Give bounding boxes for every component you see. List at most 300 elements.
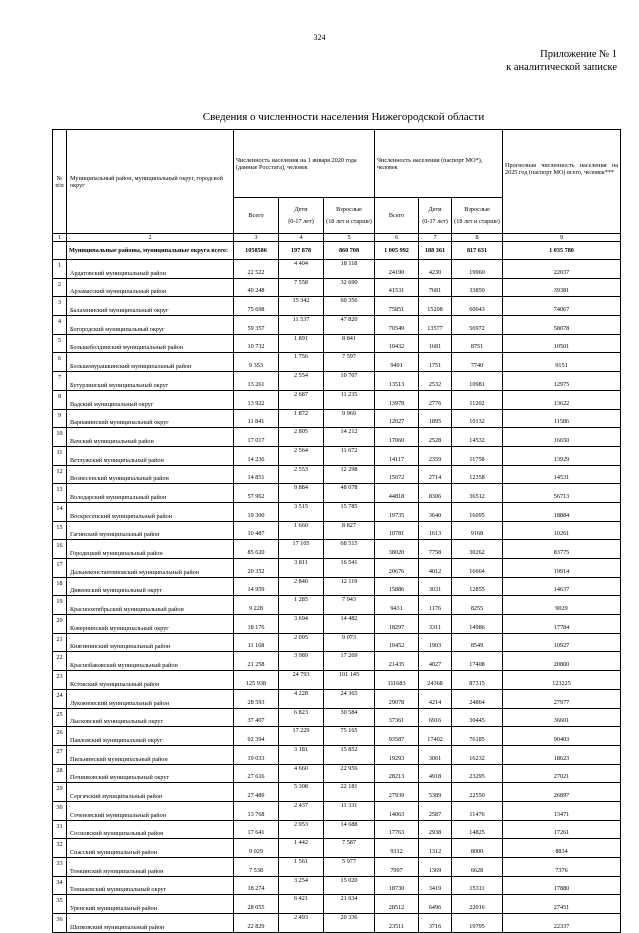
table-row <box>53 801 621 820</box>
passport-total: 10452 <box>375 633 419 652</box>
header-rosstat-children <box>279 198 324 234</box>
passport-adults: 16232 <box>452 745 503 764</box>
district-name: Ардатовский муниципальный район <box>67 260 234 279</box>
passport-total: 12027 <box>375 409 419 428</box>
district-name: Володарский муниципальный район <box>67 484 234 503</box>
header-adults-age: (18 лет и старше) <box>454 218 500 225</box>
passport-adults: 8000 <box>452 839 503 858</box>
rosstat-children: 1 756 <box>279 353 324 372</box>
district-name: Дальнеконстантиновский муниципальный район <box>67 559 234 578</box>
passport-adults: 33850 <box>452 278 503 297</box>
passport-adults: 76185 <box>452 727 503 746</box>
district-name: Княгининский муниципальный район <box>67 633 234 652</box>
appendix-line-2: к аналитической записке <box>506 61 617 73</box>
passport-children: 8306 <box>419 484 452 503</box>
forecast-value: 9151 <box>503 353 621 372</box>
rosstat-adults: 9 073 <box>324 633 375 652</box>
district-name: Лысковский муниципальный округ <box>67 708 234 727</box>
row-number: 11 <box>53 446 67 465</box>
table-row <box>53 858 621 877</box>
passport-total: 17763 <box>375 820 419 839</box>
rosstat-total: 22 522 <box>234 260 279 279</box>
rosstat-adults: 22 181 <box>324 783 375 802</box>
district-name: Починковский муниципальный округ <box>67 764 234 783</box>
row-number: 1 <box>53 260 67 279</box>
document-title: Сведения о численности населения Нижегородской области <box>202 111 485 123</box>
passport-total: 27939 <box>375 783 419 802</box>
passport-total: 37361 <box>375 708 419 727</box>
rosstat-adults: 14 212 <box>324 428 375 447</box>
rosstat-adults: 20 336 <box>324 914 375 933</box>
column-number: 4 <box>279 234 324 242</box>
table-row <box>53 577 621 596</box>
row-number: 28 <box>53 764 67 783</box>
rosstat-adults: 8 827 <box>324 521 375 540</box>
rosstat-children: 3 181 <box>279 745 324 764</box>
passport-total: 15072 <box>375 465 419 484</box>
header-district: Муниципальный район, муниципальный округ, городской округ <box>67 130 234 234</box>
district-name: Вачский муниципальный район <box>67 428 234 447</box>
row-number: 30 <box>53 801 67 820</box>
forecast-value: 8834 <box>503 839 621 858</box>
row-number: 10 <box>53 428 67 447</box>
passport-adults: 10132 <box>452 409 503 428</box>
table-row <box>53 783 621 802</box>
rosstat-children: 2 493 <box>279 914 324 933</box>
passport-total: 23511 <box>375 914 419 933</box>
table-row <box>53 260 621 279</box>
district-name: Лукояновский муниципальный район <box>67 689 234 708</box>
rosstat-children: 2 564 <box>279 446 324 465</box>
table-row <box>53 502 621 521</box>
header-num: № п/п <box>53 130 67 234</box>
passport-children: 1895 <box>419 409 452 428</box>
rosstat-total: 18 274 <box>234 876 279 895</box>
passport-children: 15208 <box>419 297 452 316</box>
passport-adults: 23295 <box>452 764 503 783</box>
rosstat-total: 21 258 <box>234 652 279 671</box>
row-number: 29 <box>53 783 67 802</box>
forecast-value: 10261 <box>503 521 621 540</box>
passport-children: 3419 <box>419 876 452 895</box>
rosstat-total: 13 922 <box>234 390 279 409</box>
row-number: 19 <box>53 596 67 615</box>
column-number: 2 <box>67 234 234 242</box>
page-number: 324 <box>313 33 326 42</box>
passport-children: 7681 <box>419 278 452 297</box>
forecast-value: 17880 <box>503 876 621 895</box>
passport-children: 2532 <box>419 372 452 391</box>
district-name: Городецкий муниципальный район <box>67 540 234 559</box>
rosstat-total: 40 248 <box>234 278 279 297</box>
table-row <box>53 895 621 914</box>
rosstat-total: 28 055 <box>234 895 279 914</box>
header-adults-age: (18 лет и старше) <box>326 218 372 225</box>
rosstat-total: 75 698 <box>234 297 279 316</box>
table-row <box>53 820 621 839</box>
header-adults-label: Взрослые <box>464 206 490 213</box>
rosstat-adults: 7 597 <box>324 353 375 372</box>
passport-adults: 16664 <box>452 559 503 578</box>
rosstat-adults: 14 482 <box>324 615 375 634</box>
passport-children: 1312 <box>419 839 452 858</box>
passport-children: 1369 <box>419 858 452 877</box>
passport-children: 13577 <box>419 316 452 335</box>
forecast-value: 17261 <box>503 820 621 839</box>
passport-total: 20676 <box>375 559 419 578</box>
column-number: 7 <box>419 234 452 242</box>
table-row <box>53 353 621 372</box>
district-name: Бутурлинский муниципальный округ <box>67 372 234 391</box>
rosstat-children: 4 660 <box>279 764 324 783</box>
passport-total: 17060 <box>375 428 419 447</box>
table-row <box>53 334 621 353</box>
column-numbers-row <box>53 234 621 242</box>
table-row <box>53 521 621 540</box>
row-number: 32 <box>53 839 67 858</box>
rosstat-children: 11 537 <box>279 316 324 335</box>
total-row <box>53 242 621 260</box>
rosstat-adults: 47 820 <box>324 316 375 335</box>
passport-total: 28213 <box>375 764 419 783</box>
passport-adults: 11476 <box>452 801 503 820</box>
rosstat-children: 3 254 <box>279 876 324 895</box>
district-name: Варнавинский муниципальный округ <box>67 409 234 428</box>
rosstat-total: 10 732 <box>234 334 279 353</box>
passport-children: 3311 <box>419 615 452 634</box>
passport-total: 15886 <box>375 577 419 596</box>
forecast-value: 10927 <box>503 633 621 652</box>
passport-adults: 14986 <box>452 615 503 634</box>
passport-children: 6496 <box>419 895 452 914</box>
passport-total: 44818 <box>375 484 419 503</box>
row-number: 34 <box>53 876 67 895</box>
table-row <box>53 596 621 615</box>
rosstat-children: 1 872 <box>279 409 324 428</box>
row-number: 5 <box>53 334 67 353</box>
rosstat-children: 2 840 <box>279 577 324 596</box>
passport-adults: 14825 <box>452 820 503 839</box>
forecast-value: 27021 <box>503 764 621 783</box>
rosstat-total: 9 029 <box>234 839 279 858</box>
passport-children: 4214 <box>419 689 452 708</box>
forecast-value: 7376 <box>503 858 621 877</box>
rosstat-children: 6 421 <box>279 895 324 914</box>
rosstat-total: 9 353 <box>234 353 279 372</box>
row-number: 8 <box>53 390 67 409</box>
rosstat-adults: 5 977 <box>324 858 375 877</box>
rosstat-total: 57 962 <box>234 484 279 503</box>
passport-total: 28512 <box>375 895 419 914</box>
rosstat-children: 3 811 <box>279 559 324 578</box>
district-name: Краснооктябрьский муниципальный район <box>67 596 234 615</box>
table-row <box>53 428 621 447</box>
district-name: Кстовский муниципальный район <box>67 671 234 690</box>
passport-adults: 87315 <box>452 671 503 690</box>
rosstat-adults: 48 078 <box>324 484 375 503</box>
rosstat-adults: 16 541 <box>324 559 375 578</box>
table-row <box>53 708 621 727</box>
passport-children: 6916 <box>419 708 452 727</box>
rosstat-children: 2 554 <box>279 372 324 391</box>
forecast-value: 12975 <box>503 372 621 391</box>
passport-children: 17402 <box>419 727 452 746</box>
district-name: Большеболдинский муниципальный район <box>67 334 234 353</box>
passport-total: 9431 <box>375 596 419 615</box>
district-name: Балахнинский муниципальный округ <box>67 297 234 316</box>
passport-children: 24368 <box>419 671 452 690</box>
passport-total: 7997 <box>375 858 419 877</box>
total-passport-adults: 817 631 <box>452 242 503 260</box>
row-number: 6 <box>53 353 67 372</box>
rosstat-adults: 30 584 <box>324 708 375 727</box>
rosstat-total: 18 176 <box>234 615 279 634</box>
rosstat-adults: 10 707 <box>324 372 375 391</box>
rosstat-adults: 9 969 <box>324 409 375 428</box>
passport-adults: 12855 <box>452 577 503 596</box>
passport-adults: 60643 <box>452 297 503 316</box>
passport-total: 10781 <box>375 521 419 540</box>
rosstat-children: 1 891 <box>279 334 324 353</box>
rosstat-children: 5 308 <box>279 783 324 802</box>
rosstat-adults: 12 298 <box>324 465 375 484</box>
appendix-line-1: Приложение № 1 <box>540 49 617 60</box>
passport-children: 4012 <box>419 559 452 578</box>
row-number: 36 <box>53 914 67 933</box>
rosstat-children: 17 105 <box>279 540 324 559</box>
rosstat-adults: 15 785 <box>324 502 375 521</box>
passport-children: 3640 <box>419 502 452 521</box>
passport-total: 29078 <box>375 689 419 708</box>
passport-adults: 8751 <box>452 334 503 353</box>
rosstat-total: 85 620 <box>234 540 279 559</box>
passport-children: 3031 <box>419 577 452 596</box>
district-name: Вадский муниципальный округ <box>67 390 234 409</box>
row-number: 18 <box>53 577 67 596</box>
passport-adults: 17408 <box>452 652 503 671</box>
rosstat-total: 11 168 <box>234 633 279 652</box>
total-label: Муниципальные районы, муниципальные округа всего: <box>67 242 234 260</box>
rosstat-children: 2 687 <box>279 390 324 409</box>
rosstat-total: 19 300 <box>234 502 279 521</box>
district-name: Шатковский муниципальный район <box>67 914 234 933</box>
forecast-value: 27977 <box>503 689 621 708</box>
header-forecast: Прогнозная численность населения на 2025 год (паспорт МО) всего, человек*** <box>503 130 621 234</box>
passport-children: 2587 <box>419 801 452 820</box>
table-row <box>53 764 621 783</box>
forecast-value: 19914 <box>503 559 621 578</box>
passport-adults: 56972 <box>452 316 503 335</box>
district-name: Сеченовский муниципальный район <box>67 801 234 820</box>
forecast-value: 18884 <box>503 502 621 521</box>
rosstat-adults: 21 634 <box>324 895 375 914</box>
table-row <box>53 876 621 895</box>
row-number: 12 <box>53 465 67 484</box>
row-number: 17 <box>53 559 67 578</box>
passport-children: 2528 <box>419 428 452 447</box>
passport-total: 9312 <box>375 839 419 858</box>
total-forecast: 1 035 780 <box>503 242 621 260</box>
forecast-value: 56713 <box>503 484 621 503</box>
passport-children: 2714 <box>419 465 452 484</box>
passport-total: 14063 <box>375 801 419 820</box>
passport-adults: 15311 <box>452 876 503 895</box>
passport-adults: 14532 <box>452 428 503 447</box>
rosstat-adults: 24 365 <box>324 689 375 708</box>
district-name: Гагинский муниципальный район <box>67 521 234 540</box>
table-row <box>53 316 621 335</box>
rosstat-children: 4 404 <box>279 260 324 279</box>
rosstat-total: 10 487 <box>234 521 279 540</box>
district-name: Спасский муниципальный район <box>67 839 234 858</box>
passport-total: 41531 <box>375 278 419 297</box>
passport-children: 2359 <box>419 446 452 465</box>
forecast-value: 27451 <box>503 895 621 914</box>
rosstat-children: 6 823 <box>279 708 324 727</box>
row-number: 20 <box>53 615 67 634</box>
rosstat-total: 92 394 <box>234 727 279 746</box>
row-number: 22 <box>53 652 67 671</box>
rosstat-total: 13 261 <box>234 372 279 391</box>
forecast-value: 17784 <box>503 615 621 634</box>
rosstat-children: 1 442 <box>279 839 324 858</box>
rosstat-total: 7 538 <box>234 858 279 877</box>
row-number: 24 <box>53 689 67 708</box>
rosstat-adults: 68 515 <box>324 540 375 559</box>
header-adults-label: Взрослые <box>336 206 362 213</box>
table-row <box>53 914 621 933</box>
passport-adults: 10981 <box>452 372 503 391</box>
passport-adults: 36512 <box>452 484 503 503</box>
forecast-value: 11586 <box>503 409 621 428</box>
rosstat-total: 27 489 <box>234 783 279 802</box>
district-name: Уренский муниципальный район <box>67 895 234 914</box>
total-num <box>53 242 67 260</box>
rosstat-adults: 11 331 <box>324 801 375 820</box>
passport-children: 5389 <box>419 783 452 802</box>
passport-total: 18297 <box>375 615 419 634</box>
header-children-age: (0-17 лет) <box>288 218 314 225</box>
header-passport-total: Всего <box>375 198 419 234</box>
rosstat-total: 14 959 <box>234 577 279 596</box>
column-number: 1 <box>53 234 67 242</box>
passport-total: 21435 <box>375 652 419 671</box>
forecast-value: 13622 <box>503 390 621 409</box>
passport-adults: 19795 <box>452 914 503 933</box>
row-number: 2 <box>53 278 67 297</box>
header-rosstat: Численность населения на 1 января 2020 года (данные Росстата), человек <box>234 130 375 198</box>
district-name: Богородский муниципальный округ <box>67 316 234 335</box>
row-number: 4 <box>53 316 67 335</box>
rosstat-adults: 15 020 <box>324 876 375 895</box>
rosstat-adults: 101 145 <box>324 671 375 690</box>
column-number: 3 <box>234 234 279 242</box>
passport-total: 14117 <box>375 446 419 465</box>
total-passport-total: 1 005 992 <box>375 242 419 260</box>
rosstat-children: 1 561 <box>279 858 324 877</box>
passport-adults: 8255 <box>452 596 503 615</box>
rosstat-adults: 60 356 <box>324 297 375 316</box>
row-number: 13 <box>53 484 67 503</box>
table-row <box>53 484 621 503</box>
header-passport-children <box>419 198 452 234</box>
rosstat-children: 7 558 <box>279 278 324 297</box>
rosstat-children: 15 342 <box>279 297 324 316</box>
rosstat-children: 3 989 <box>279 652 324 671</box>
header-passport: Численность населения (паспорт МО*), человек <box>375 130 503 198</box>
table-row <box>53 615 621 634</box>
table-row <box>53 745 621 764</box>
rosstat-total: 125 938 <box>234 671 279 690</box>
row-number: 26 <box>53 727 67 746</box>
table-row <box>53 446 621 465</box>
table-row <box>53 559 621 578</box>
passport-adults: 9168 <box>452 521 503 540</box>
row-number: 27 <box>53 745 67 764</box>
passport-total: 18730 <box>375 876 419 895</box>
passport-adults: 11202 <box>452 390 503 409</box>
rosstat-total: 28 593 <box>234 689 279 708</box>
rosstat-adults: 22 956 <box>324 764 375 783</box>
passport-total: 13513 <box>375 372 419 391</box>
header-rosstat-total: Всего <box>234 198 279 234</box>
rosstat-total: 27 616 <box>234 764 279 783</box>
passport-children: 7758 <box>419 540 452 559</box>
district-name: Ветлужский муниципальный район <box>67 446 234 465</box>
rosstat-total: 59 357 <box>234 316 279 335</box>
header-children-label: Дети <box>294 206 308 213</box>
passport-adults: 11758 <box>452 446 503 465</box>
table-row <box>53 390 621 409</box>
total-rosstat-adults: 860 708 <box>324 242 375 260</box>
population-table <box>52 129 621 933</box>
table-row <box>53 652 621 671</box>
rosstat-children: 1 285 <box>279 596 324 615</box>
passport-children: 3061 <box>419 745 452 764</box>
rosstat-children: 2 095 <box>279 633 324 652</box>
header-children-age: (0-17 лет) <box>422 218 448 225</box>
row-number: 3 <box>53 297 67 316</box>
rosstat-adults: 17 269 <box>324 652 375 671</box>
table-row <box>53 727 621 746</box>
forecast-value: 14531 <box>503 465 621 484</box>
forecast-value: 26897 <box>503 783 621 802</box>
forecast-value: 74067 <box>503 297 621 316</box>
column-number: 6 <box>375 234 419 242</box>
rosstat-children: 2 805 <box>279 428 324 447</box>
rosstat-total: 13 768 <box>234 801 279 820</box>
passport-children: 1613 <box>419 521 452 540</box>
passport-total: 19735 <box>375 502 419 521</box>
district-name: Дивеевский муниципальный округ <box>67 577 234 596</box>
row-number: 9 <box>53 409 67 428</box>
rosstat-adults: 11 672 <box>324 446 375 465</box>
passport-children: 1681 <box>419 334 452 353</box>
rosstat-total: 19 033 <box>234 745 279 764</box>
passport-adults: 8549 <box>452 633 503 652</box>
forecast-value: 13929 <box>503 446 621 465</box>
passport-adults: 24864 <box>452 689 503 708</box>
passport-total: 24190 <box>375 260 419 279</box>
table-row <box>53 689 621 708</box>
district-name: Пильнинский муниципальный район <box>67 745 234 764</box>
forecast-value: 39381 <box>503 278 621 297</box>
row-number: 21 <box>53 633 67 652</box>
table-row <box>53 465 621 484</box>
passport-adults: 6628 <box>452 858 503 877</box>
row-number: 15 <box>53 521 67 540</box>
header-passport-adults <box>452 198 503 234</box>
